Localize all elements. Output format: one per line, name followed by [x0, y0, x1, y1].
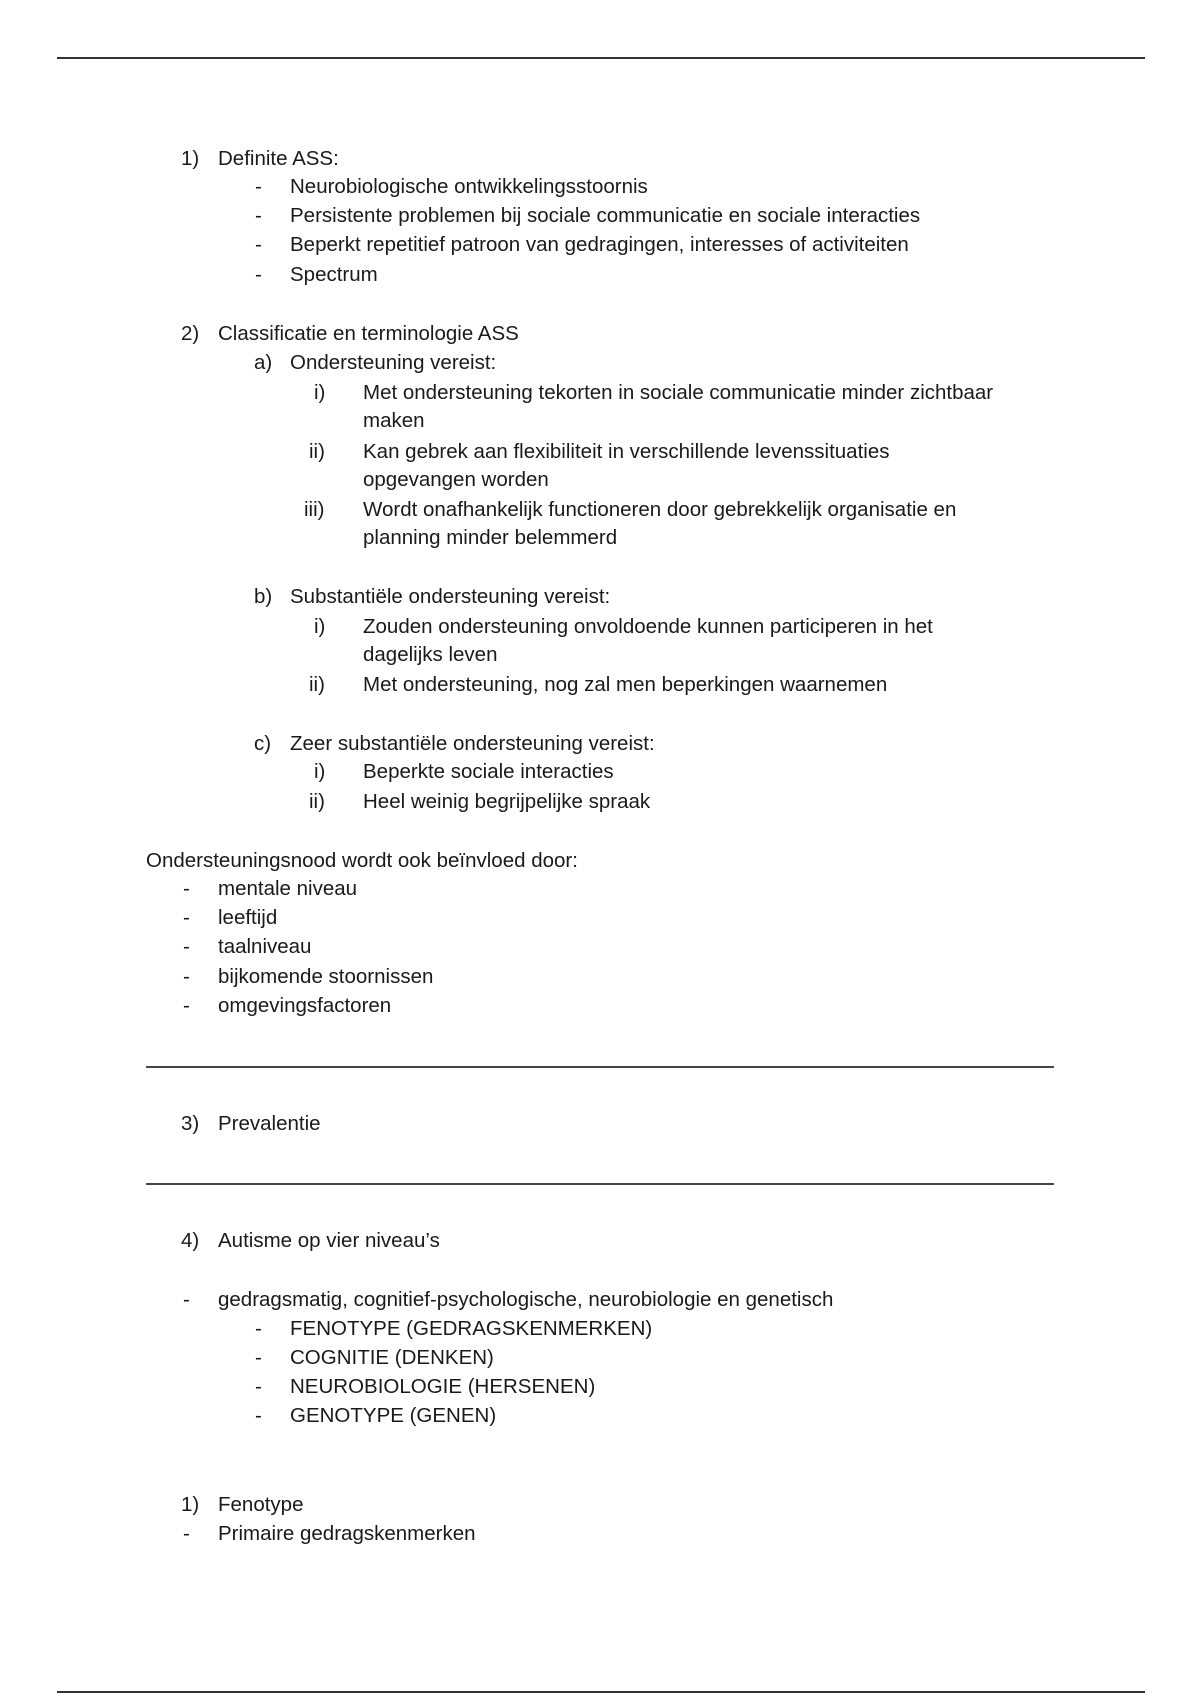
- bullet-dash: -: [255, 1346, 262, 1369]
- bullet-dash: -: [255, 1317, 262, 1340]
- list-item: Kan gebrek aan flexibiliteit in verschillende levenssituaties: [363, 440, 890, 463]
- list-item-continuation: planning minder belemmerd: [363, 526, 618, 549]
- list-item: Spectrum: [290, 263, 378, 286]
- list-item: Beperkt repetitief patroon van gedragingen, interesses of activiteiten: [290, 233, 909, 256]
- section4-number: 4): [181, 1229, 200, 1252]
- bullet-dash: -: [183, 935, 190, 958]
- roman-marker: ii): [309, 790, 325, 813]
- list-item: leeftijd: [218, 906, 278, 929]
- bullet-dash: -: [255, 204, 262, 227]
- list-item: GENOTYPE (GENEN): [290, 1404, 497, 1427]
- bullet-dash: -: [255, 263, 262, 286]
- subsection-c-title: Zeer substantiële ondersteuning vereist:: [290, 732, 655, 755]
- list-item: Persistente problemen bij sociale communicatie en sociale interacties: [290, 204, 921, 227]
- top-border: [57, 57, 1145, 59]
- list-item: Met ondersteuning, nog zal men beperkingen waarnemen: [363, 673, 888, 696]
- section3-title: Prevalentie: [218, 1112, 321, 1135]
- list-item: Zouden ondersteuning onvoldoende kunnen participeren in het: [363, 615, 933, 638]
- bullet-dash: -: [183, 906, 190, 929]
- bullet-dash: -: [183, 965, 190, 988]
- roman-marker: i): [314, 381, 326, 404]
- list-item: taalniveau: [218, 935, 312, 958]
- list-item: Wordt onafhankelijk functioneren door gebrekkelijk organisatie en: [363, 498, 957, 521]
- section2-title: Classificatie en terminologie ASS: [218, 322, 519, 345]
- list-item: Beperkte sociale interacties: [363, 760, 614, 783]
- list-item: COGNITIE (DENKEN): [290, 1346, 494, 1369]
- list-item: FENOTYPE (GEDRAGSKENMERKEN): [290, 1317, 653, 1340]
- list-item: Heel weinig begrijpelijke spraak: [363, 790, 651, 813]
- section4-title: Autisme op vier niveau’s: [218, 1229, 440, 1252]
- list-item: omgevingsfactoren: [218, 994, 392, 1017]
- bottom-border: [57, 1691, 1145, 1693]
- list-item: NEUROBIOLOGIE (HERSENEN): [290, 1375, 596, 1398]
- sub-marker: c): [254, 732, 272, 755]
- list-item-continuation: maken: [363, 409, 425, 432]
- bullet-dash: -: [255, 175, 262, 198]
- list-item: Met ondersteuning tekorten in sociale communicatie minder zichtbaar: [363, 381, 994, 404]
- section2-number: 2): [181, 322, 200, 345]
- section5-title: Fenotype: [218, 1493, 304, 1516]
- support-heading: Ondersteuningsnood wordt ook beïnvloed door:: [146, 849, 578, 872]
- roman-marker: ii): [309, 440, 325, 463]
- list-item-continuation: dagelijks leven: [363, 643, 498, 666]
- section3-number: 3): [181, 1112, 200, 1135]
- horizontal-divider: [146, 1183, 1054, 1185]
- bullet-dash: -: [255, 233, 262, 256]
- section1-number: 1): [181, 147, 200, 170]
- section5-number: 1): [181, 1493, 200, 1516]
- list-item: Primaire gedragskenmerken: [218, 1522, 476, 1545]
- roman-marker: i): [314, 615, 326, 638]
- subsection-b-title: Substantiële ondersteuning vereist:: [290, 585, 611, 608]
- bullet-dash: -: [183, 1288, 190, 1311]
- horizontal-divider: [146, 1066, 1054, 1068]
- roman-marker: iii): [304, 498, 325, 521]
- bullet-dash: -: [255, 1404, 262, 1427]
- bullet-dash: -: [255, 1375, 262, 1398]
- list-item: Neurobiologische ontwikkelingsstoornis: [290, 175, 648, 198]
- bullet-dash: -: [183, 877, 190, 900]
- list-item: gedragsmatig, cognitief-psychologische, neurobiologie en genetisch: [218, 1288, 834, 1311]
- list-item: bijkomende stoornissen: [218, 965, 434, 988]
- subsection-a-title: Ondersteuning vereist:: [290, 351, 497, 374]
- roman-marker: ii): [309, 673, 325, 696]
- roman-marker: i): [314, 760, 326, 783]
- section1-title: Definite ASS:: [218, 147, 339, 170]
- bullet-dash: -: [183, 994, 190, 1017]
- sub-marker: a): [254, 351, 273, 374]
- sub-marker: b): [254, 585, 273, 608]
- list-item: mentale niveau: [218, 877, 358, 900]
- bullet-dash: -: [183, 1522, 190, 1545]
- list-item-continuation: opgevangen worden: [363, 468, 549, 491]
